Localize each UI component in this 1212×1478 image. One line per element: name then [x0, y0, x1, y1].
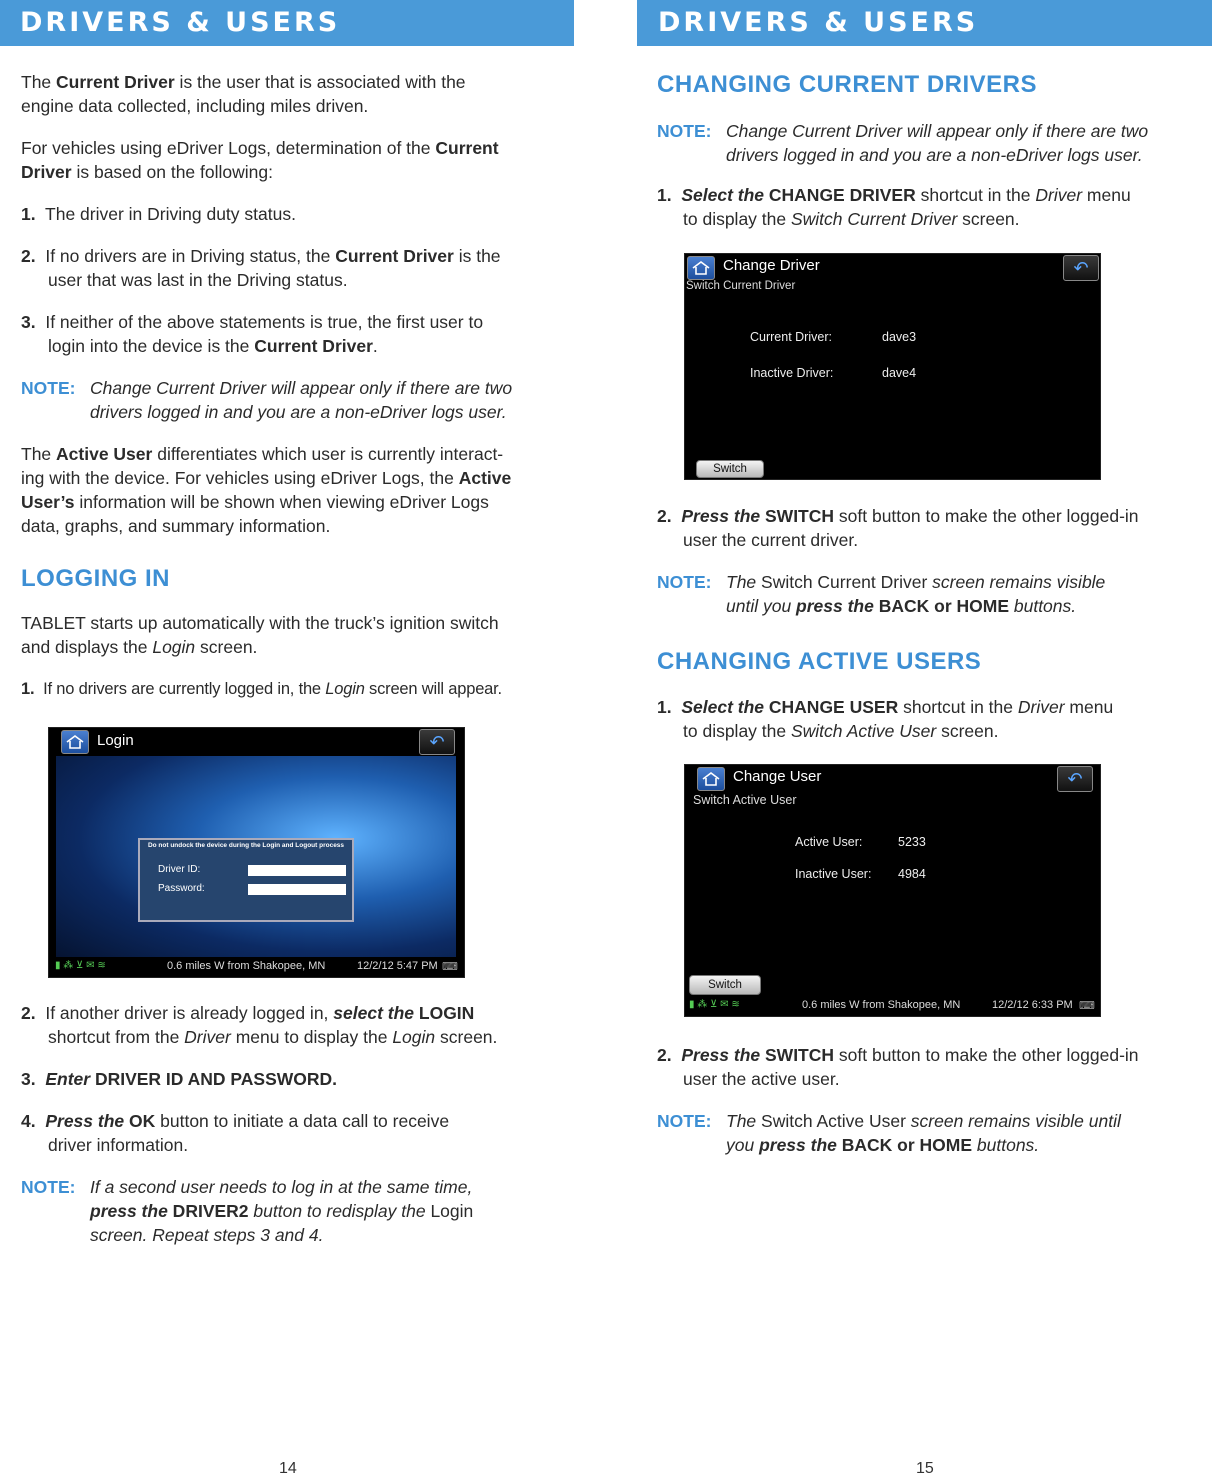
list-item: 1. Select the CHANGE DRIVER shortcut in the Driver menu to display the Switch Current Driver screen. [657, 185, 1131, 229]
screenshot-titlebar [49, 728, 464, 756]
switch-button[interactable]: Switch [696, 460, 764, 478]
keyboard-icon[interactable]: ⌨ [442, 961, 458, 973]
location-text: 0.6 miles W from Shakopee, MN [802, 999, 961, 1011]
screen-title: Login [97, 732, 134, 749]
switch-button[interactable]: Switch [689, 975, 761, 995]
time-text: 12/2/12 6:33 PM [992, 999, 1073, 1011]
active-user-value: 5233 [898, 835, 926, 849]
keyboard-icon[interactable]: ⌨ [1079, 1000, 1095, 1012]
list-item: 2. If no drivers are in Driving status, the Current Driver is the user that was last in the Driving status. [21, 246, 501, 290]
list-item: 4. Press the OK button to initiate a data call to receive driver information. [21, 1111, 450, 1155]
current-driver-value: dave3 [882, 330, 917, 344]
change-driver-screenshot [684, 253, 1101, 480]
driver-id-input[interactable] [248, 865, 346, 876]
login-panel [138, 838, 354, 922]
screen-title: Change User [733, 768, 822, 785]
section-heading-changing-drivers: CHANGING CURRENT DRIVERS [657, 71, 1038, 98]
inactive-driver-label: Inactive Driver: [750, 366, 834, 380]
status-bar [49, 957, 464, 977]
note: NOTE: Change Current Driver will appear only if there are two drivers logged in and you are a non-eDriver logs user. [21, 378, 513, 422]
inactive-user-value: 4984 [898, 867, 926, 881]
list-item: 1. The driver in Driving duty status. [21, 204, 296, 224]
note: NOTE: Change Current Driver will appear only if there are two drivers logged in and you are a non-eDriver logs user. [657, 121, 1149, 165]
list-item: 3. If neither of the above statements is true, the first user to login into the device is the Current Driver. [21, 312, 484, 356]
list-item: 3. Enter DRIVER ID AND PASSWORD. [21, 1069, 338, 1089]
battery-icon: ▮ ⁂ ⊻ ✉ ≋ [689, 999, 740, 1010]
list-item: 2. Press the SWITCH soft button to make the other logged-in user the active user. [657, 1045, 1139, 1089]
screen-subtitle: Switch Current Driver [686, 280, 796, 292]
home-icon[interactable] [687, 256, 715, 280]
intro-paragraph: The Current Driver is the user that is associated with the engine data collected, including miles driven. [21, 72, 466, 116]
home-icon[interactable] [697, 767, 725, 791]
active-user-label: Active User: [795, 835, 863, 849]
list-item: 1. Select the CHANGE USER shortcut in the Driver menu to display the Switch Active User screen. [657, 697, 1114, 741]
list-item: 2. If another driver is already logged in, select the LOGIN shortcut from the Driver menu to display the Login screen. [21, 1003, 498, 1047]
battery-icon: ▮ ⁂ ⊻ ✉ ≋ [55, 960, 106, 971]
active-user-paragraph: The Active User differentiates which user is currently interact- ing with the device. For vehicles using eDriver Logs, the Active User’s information will be shown when viewing eDriver Logs data, graphs, and summary information. [21, 444, 512, 536]
current-driver-label: Current Driver: [750, 330, 832, 344]
login-screenshot [48, 727, 465, 978]
left-page-header: DRIVERS & USERS [0, 0, 574, 46]
login-warning: Do not undock the device during the Login and Logout process [147, 842, 345, 849]
time-text: 12/2/12 5:47 PM [357, 960, 438, 972]
driver-id-label: Driver ID: [158, 864, 201, 875]
list-item: 2. Press the SWITCH soft button to make the other logged-in user the current driver. [657, 506, 1139, 550]
password-label: Password: [158, 883, 205, 894]
login-background [56, 756, 456, 962]
page-number: 15 [916, 1460, 934, 1477]
back-arrow-icon[interactable]: ↶ [1063, 255, 1099, 281]
right-page-header: DRIVERS & USERS [637, 0, 1212, 46]
home-icon[interactable] [61, 730, 89, 754]
note: NOTE: The Switch Active User screen remains visible until you press the BACK or HOME buttons. [657, 1111, 1121, 1155]
screen-subtitle: Switch Active User [693, 793, 797, 807]
inactive-driver-value: dave4 [882, 366, 917, 380]
back-arrow-icon[interactable]: ↶ [1057, 766, 1093, 792]
screen-title: Change Driver [723, 257, 820, 274]
note: NOTE: If a second user needs to log in at the same time, press the DRIVER2 button to redisplay the Login screen. Repeat steps 3 and 4. [21, 1177, 474, 1245]
list-item: 1. If no drivers are currently logged in, the Login screen will appear. [21, 680, 502, 698]
section-heading-logging-in: LOGGING IN [21, 565, 170, 592]
status-bar [685, 996, 1100, 1016]
determination-paragraph: For vehicles using eDriver Logs, determination of the Current Driver is based on the following: [21, 138, 499, 182]
login-intro: TABLET starts up automatically with the truck’s ignition switch and displays the Login screen. [21, 613, 499, 657]
note: NOTE: The Switch Current Driver screen remains visible until you press the BACK or HOME buttons. [657, 572, 1106, 616]
change-user-screenshot [684, 764, 1101, 1017]
password-input[interactable] [248, 884, 346, 895]
inactive-user-label: Inactive User: [795, 867, 872, 881]
page-number: 14 [279, 1460, 297, 1477]
section-heading-changing-users: CHANGING ACTIVE USERS [657, 648, 982, 675]
back-arrow-icon[interactable]: ↶ [419, 729, 455, 755]
location-text: 0.6 miles W from Shakopee, MN [167, 960, 326, 972]
